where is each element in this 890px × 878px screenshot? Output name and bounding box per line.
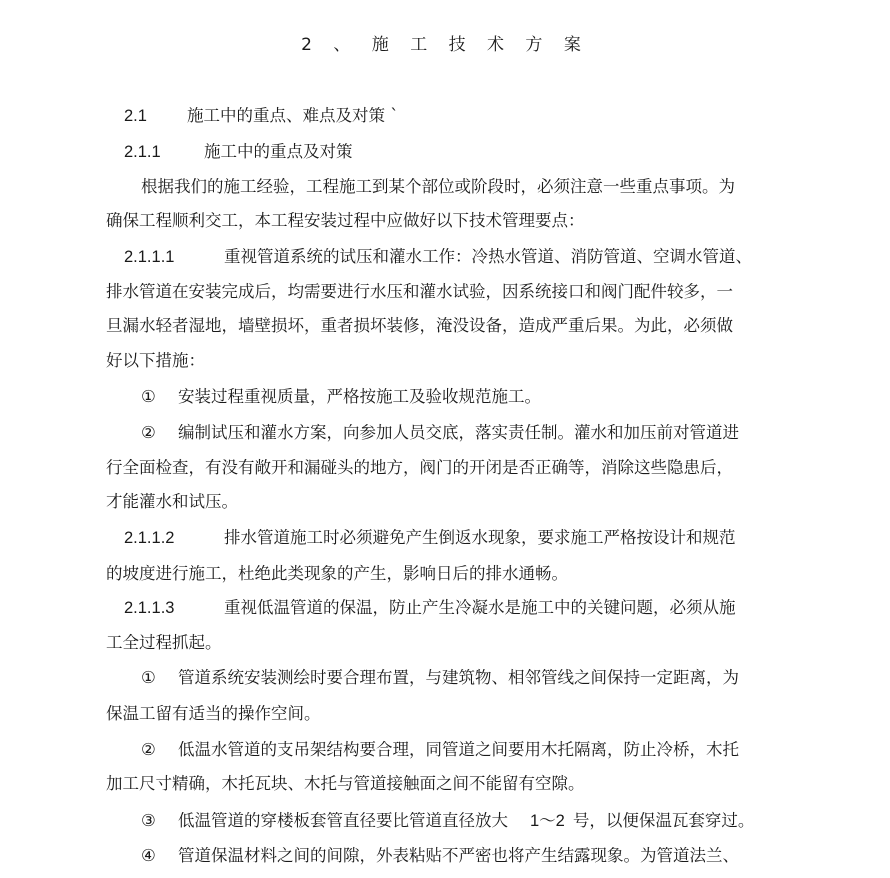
heading-text: 施工中的重点、难点及对策 ` <box>187 106 399 125</box>
paragraph-line: 旦漏水轻者湿地，墙壁损坏，重者损坏装修，淹没设备，造成严重后果。为此，必须做 <box>106 316 733 335</box>
paragraph-line: 重视管道系统的试压和灌水工作：冷热水管道、消防管道、空调水管道、 <box>224 247 752 266</box>
heading-2-1-1-3 <box>124 597 736 619</box>
list-item-circle-4 <box>141 845 739 867</box>
heading-2-1-1-1 <box>124 246 752 268</box>
paragraph-line: 才能灌水和试压。 <box>106 492 238 511</box>
list-item-circle-3 <box>141 810 754 832</box>
list-text: 号，以便保温瓦套穿过。 <box>572 811 755 830</box>
list-marker: ④ <box>141 846 156 865</box>
list-text: 管道保温材料之间的间隙，外表粘贴不严密也将产生结露现象。为管道法兰、 <box>178 846 739 865</box>
paragraph-line: 排水管道在安装完成后，均需要进行水压和灌水试验，因系统接口和阀门配件较多，一 <box>106 282 733 301</box>
list-marker: ② <box>141 740 156 759</box>
paragraph-line: 保温工留有适当的操作空间。 <box>106 704 321 723</box>
paragraph-line: 排水管道施工时必须避免产生倒返水现象，要求施工严格按设计和规范 <box>224 528 736 547</box>
section-title: 2 、 施 工 技 术 方 案 <box>301 35 589 55</box>
list-marker: ③ <box>141 811 156 830</box>
paragraph-line: 好以下措施： <box>106 351 205 370</box>
paragraph-line: 确保工程顺利交工，本工程安装过程中应做好以下技术管理要点： <box>106 211 585 230</box>
paragraph-line: 根据我们的施工经验，工程施工到某个部位或阶段时，必须注意一些重点事项。为 <box>141 177 735 196</box>
list-marker: ① <box>141 668 156 687</box>
list-text: 低温水管道的支吊架结构要合理，同管道之间要用木托隔离，防止冷桥，木托 <box>178 740 739 759</box>
paragraph-line: 加工尺寸精确，木托瓦块、木托与管道接触面之间不能留有空隙。 <box>106 774 585 793</box>
heading-2-1-1-2 <box>124 527 736 549</box>
heading-2-1 <box>124 105 399 127</box>
list-text: 低温管道的穿楼板套管直径要比管道直径放大 <box>178 811 508 830</box>
heading-2-1-1 <box>124 141 353 163</box>
size-range: 1～2 <box>530 812 565 830</box>
heading-number: 2.1.1.1 <box>124 248 175 266</box>
list-item-circle-2b <box>141 739 739 761</box>
paragraph-line: 工全过程抓起。 <box>106 633 222 652</box>
list-marker: ① <box>141 387 156 406</box>
heading-number: 2.1.1.3 <box>124 599 175 617</box>
heading-number: 2.1 <box>124 107 147 125</box>
heading-number: 2.1.1.2 <box>124 529 175 547</box>
list-item-circle-1 <box>141 386 541 408</box>
paragraph-line: 重视低温管道的保温，防止产生冷凝水是施工中的关键问题，必须从施 <box>224 598 736 617</box>
list-item-circle-2 <box>141 422 739 444</box>
list-text: 安装过程重视质量，严格按施工及验收规范施工。 <box>178 387 541 406</box>
heading-text: 施工中的重点及对策 <box>204 142 353 161</box>
paragraph-line: 行全面检查，有没有敞开和漏碰头的地方，阀门的开闭是否正确等，消除这些隐患后， <box>106 458 733 477</box>
list-text: 管道系统安装测绘时要合理布置，与建筑物、相邻管线之间保持一定距离，为 <box>178 668 739 687</box>
heading-number: 2.1.1 <box>124 143 161 161</box>
list-marker: ② <box>141 423 156 442</box>
list-text: 编制试压和灌水方案，向参加人员交底，落实责任制。灌水和加压前对管道进 <box>178 423 739 442</box>
list-item-circle-1b <box>141 667 739 689</box>
paragraph-line: 的坡度进行施工，杜绝此类现象的产生，影响日后的排水通畅。 <box>106 564 568 583</box>
